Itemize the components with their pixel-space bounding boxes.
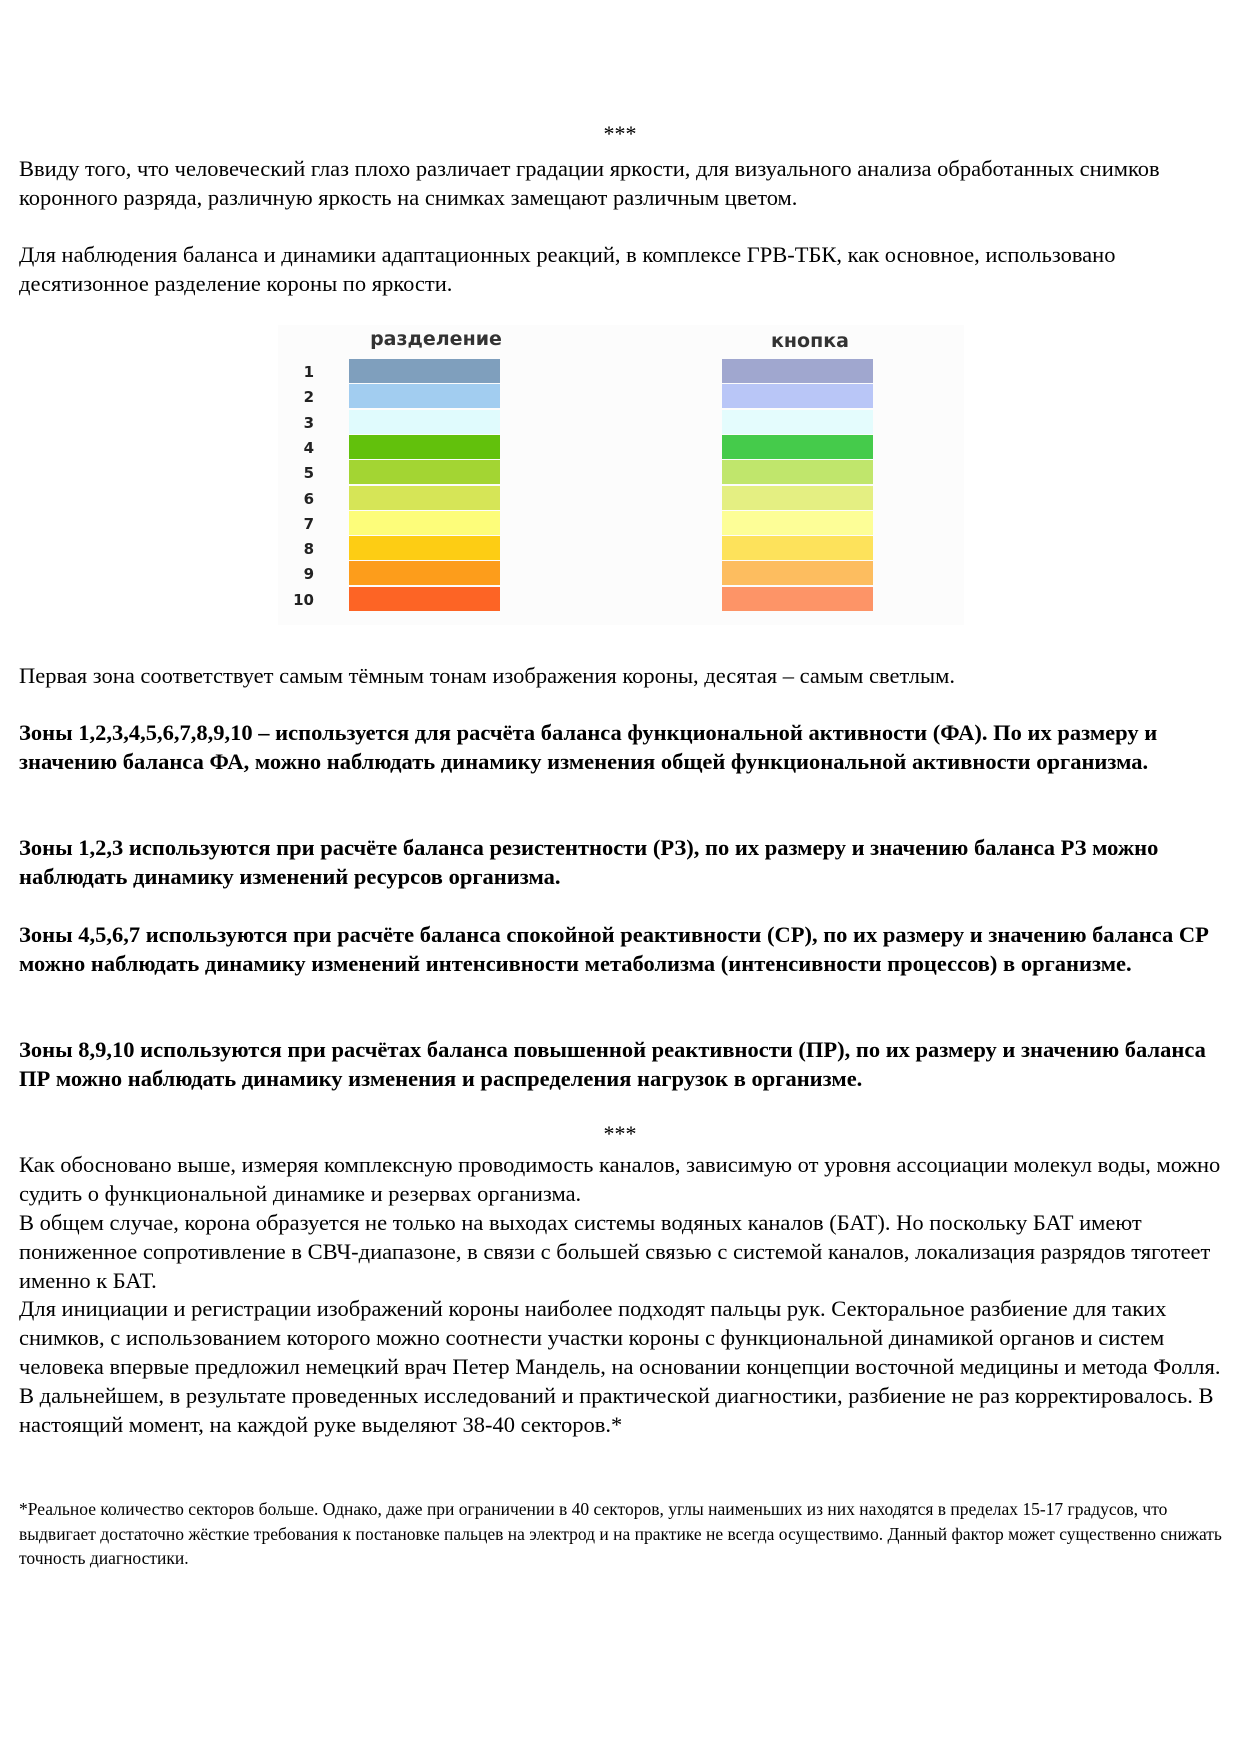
zone-number: 7: [303, 514, 314, 533]
section-separator: ***: [603, 121, 637, 146]
figure-title-division: разделение: [370, 328, 502, 350]
zone-number: 5: [303, 464, 314, 483]
zone-number: 3: [303, 413, 314, 432]
body-paragraph: Как обосновано выше, измеряя комплексную проводимость каналов, зависимую от уровня ассоциации молекул воды, можно судить о функциональной динамике и резервах организма.: [19, 1152, 1221, 1206]
intro-paragraph: Ввиду того, что человеческий глаз плохо различает градации яркости, для визуального анализа обработанных снимков коронного разряда, различную яркость на снимках замещают различным цветом.: [19, 156, 1160, 210]
zone-swatch-button: [722, 561, 873, 585]
intro-paragraph: Для наблюдения баланса и динамики адаптационных реакций, в комплексе ГРВ-ТБК, как основное, использовано десятизонное разделение короны по яркости.: [19, 242, 1116, 296]
zone-number: 1: [303, 363, 314, 381]
zone-swatch-button: [722, 486, 873, 510]
zone-swatch-division: [349, 460, 500, 484]
zone-swatch-button: [722, 460, 873, 484]
zone-color-figure: [278, 325, 964, 625]
body-paragraph: Для инициации и регистрации изображений короны наиболее подходят пальцы рук. Секторальное разбиение для таких снимков, с использованием которого можно соотнести участки короны с функциональной динамикой органов и систем человека впервые предложил немецкий врач Петер Мандель, на основании концепции восточной медицины и метода Фолля. В дальнейшем, в результате проведенных исследований и практической диагностики, разбиение не раз корректировалось. В настоящий момент, на каждой руке выделяют 38-40 секторов.*: [19, 1296, 1221, 1437]
zone-swatch-button: [722, 536, 873, 560]
bold-paragraph-fa: Зоны 1,2,3,4,5,6,7,8,9,10 – используется для расчёта баланса функциональной активности (ФА). По их размеру и значению баланса ФА, можно наблюдать динамику изменения общей функциональной активности организма.: [19, 720, 1158, 774]
bold-paragraph-pr: Зоны 8,9,10 используются при расчётах баланса повышенной реактивности (ПР), по их размеру и значению баланса ПР можно наблюдать динамику изменения и распределения нагрузок в организме.: [19, 1037, 1206, 1091]
bold-paragraph-sr: Зоны 4,5,6,7 используются при расчёте баланса спокойной реактивности (СР), по их размеру и значению баланса СР можно наблюдать динамику изменений интенсивности метаболизма (интенсивности процессов) в организме.: [19, 922, 1209, 976]
footnote: *Реальное количество секторов больше. Однако, даже при ограничении в 40 секторов, углы наименьших из них находятся в пределах 15-17 градусов, что выдвигает достаточно жёсткие требования к постановке пальцев на электрод и на практике не всегда осуществимо. Данный фактор может существенно снижать точность диагностики.: [19, 1499, 1222, 1568]
zone-swatch-button: [722, 359, 873, 383]
zone-swatch-division: [349, 435, 500, 459]
zone-note: Первая зона соответствует самым тёмным тонам изображения короны, десятая – самым светлым.: [19, 663, 955, 688]
body-paragraph: В общем случае, корона образуется не только на выходах системы водяных каналов (БАТ). Но поскольку БАТ имеют пониженное сопротивление в СВЧ-диапазоне, в связи с большей связью с системой каналов, локализация разрядов тяготеет именно к БАТ.: [19, 1210, 1211, 1293]
zone-swatch-button: [722, 511, 873, 535]
bold-paragraph-rz: Зоны 1,2,3 используются при расчёте баланса резистентности (РЗ), по их размеру и значению баланса РЗ можно наблюдать динамику изменений ресурсов организма.: [19, 835, 1159, 889]
zone-swatch-division: [349, 511, 500, 535]
figure-title-button: кнопка: [771, 330, 849, 352]
zone-swatch-button: [722, 384, 873, 408]
section-separator: ***: [603, 1121, 637, 1146]
zone-number: 10: [293, 590, 314, 609]
zone-swatch-division: [349, 587, 500, 611]
zone-number: 4: [303, 438, 314, 457]
zone-swatch-division: [349, 359, 500, 383]
zone-number: 8: [303, 540, 314, 559]
zone-swatch-division: [349, 536, 500, 560]
zone-swatch-division: [349, 561, 500, 585]
zone-swatch-division: [349, 410, 500, 434]
zone-number: 9: [303, 565, 314, 584]
zone-swatch-button: [722, 587, 873, 611]
zone-swatch-division: [349, 384, 500, 408]
zone-swatch-button: [722, 410, 873, 434]
zone-swatch-button: [722, 435, 873, 459]
zone-number: 2: [303, 388, 314, 407]
zone-number: 6: [303, 489, 314, 508]
zone-swatch-division: [349, 486, 500, 510]
